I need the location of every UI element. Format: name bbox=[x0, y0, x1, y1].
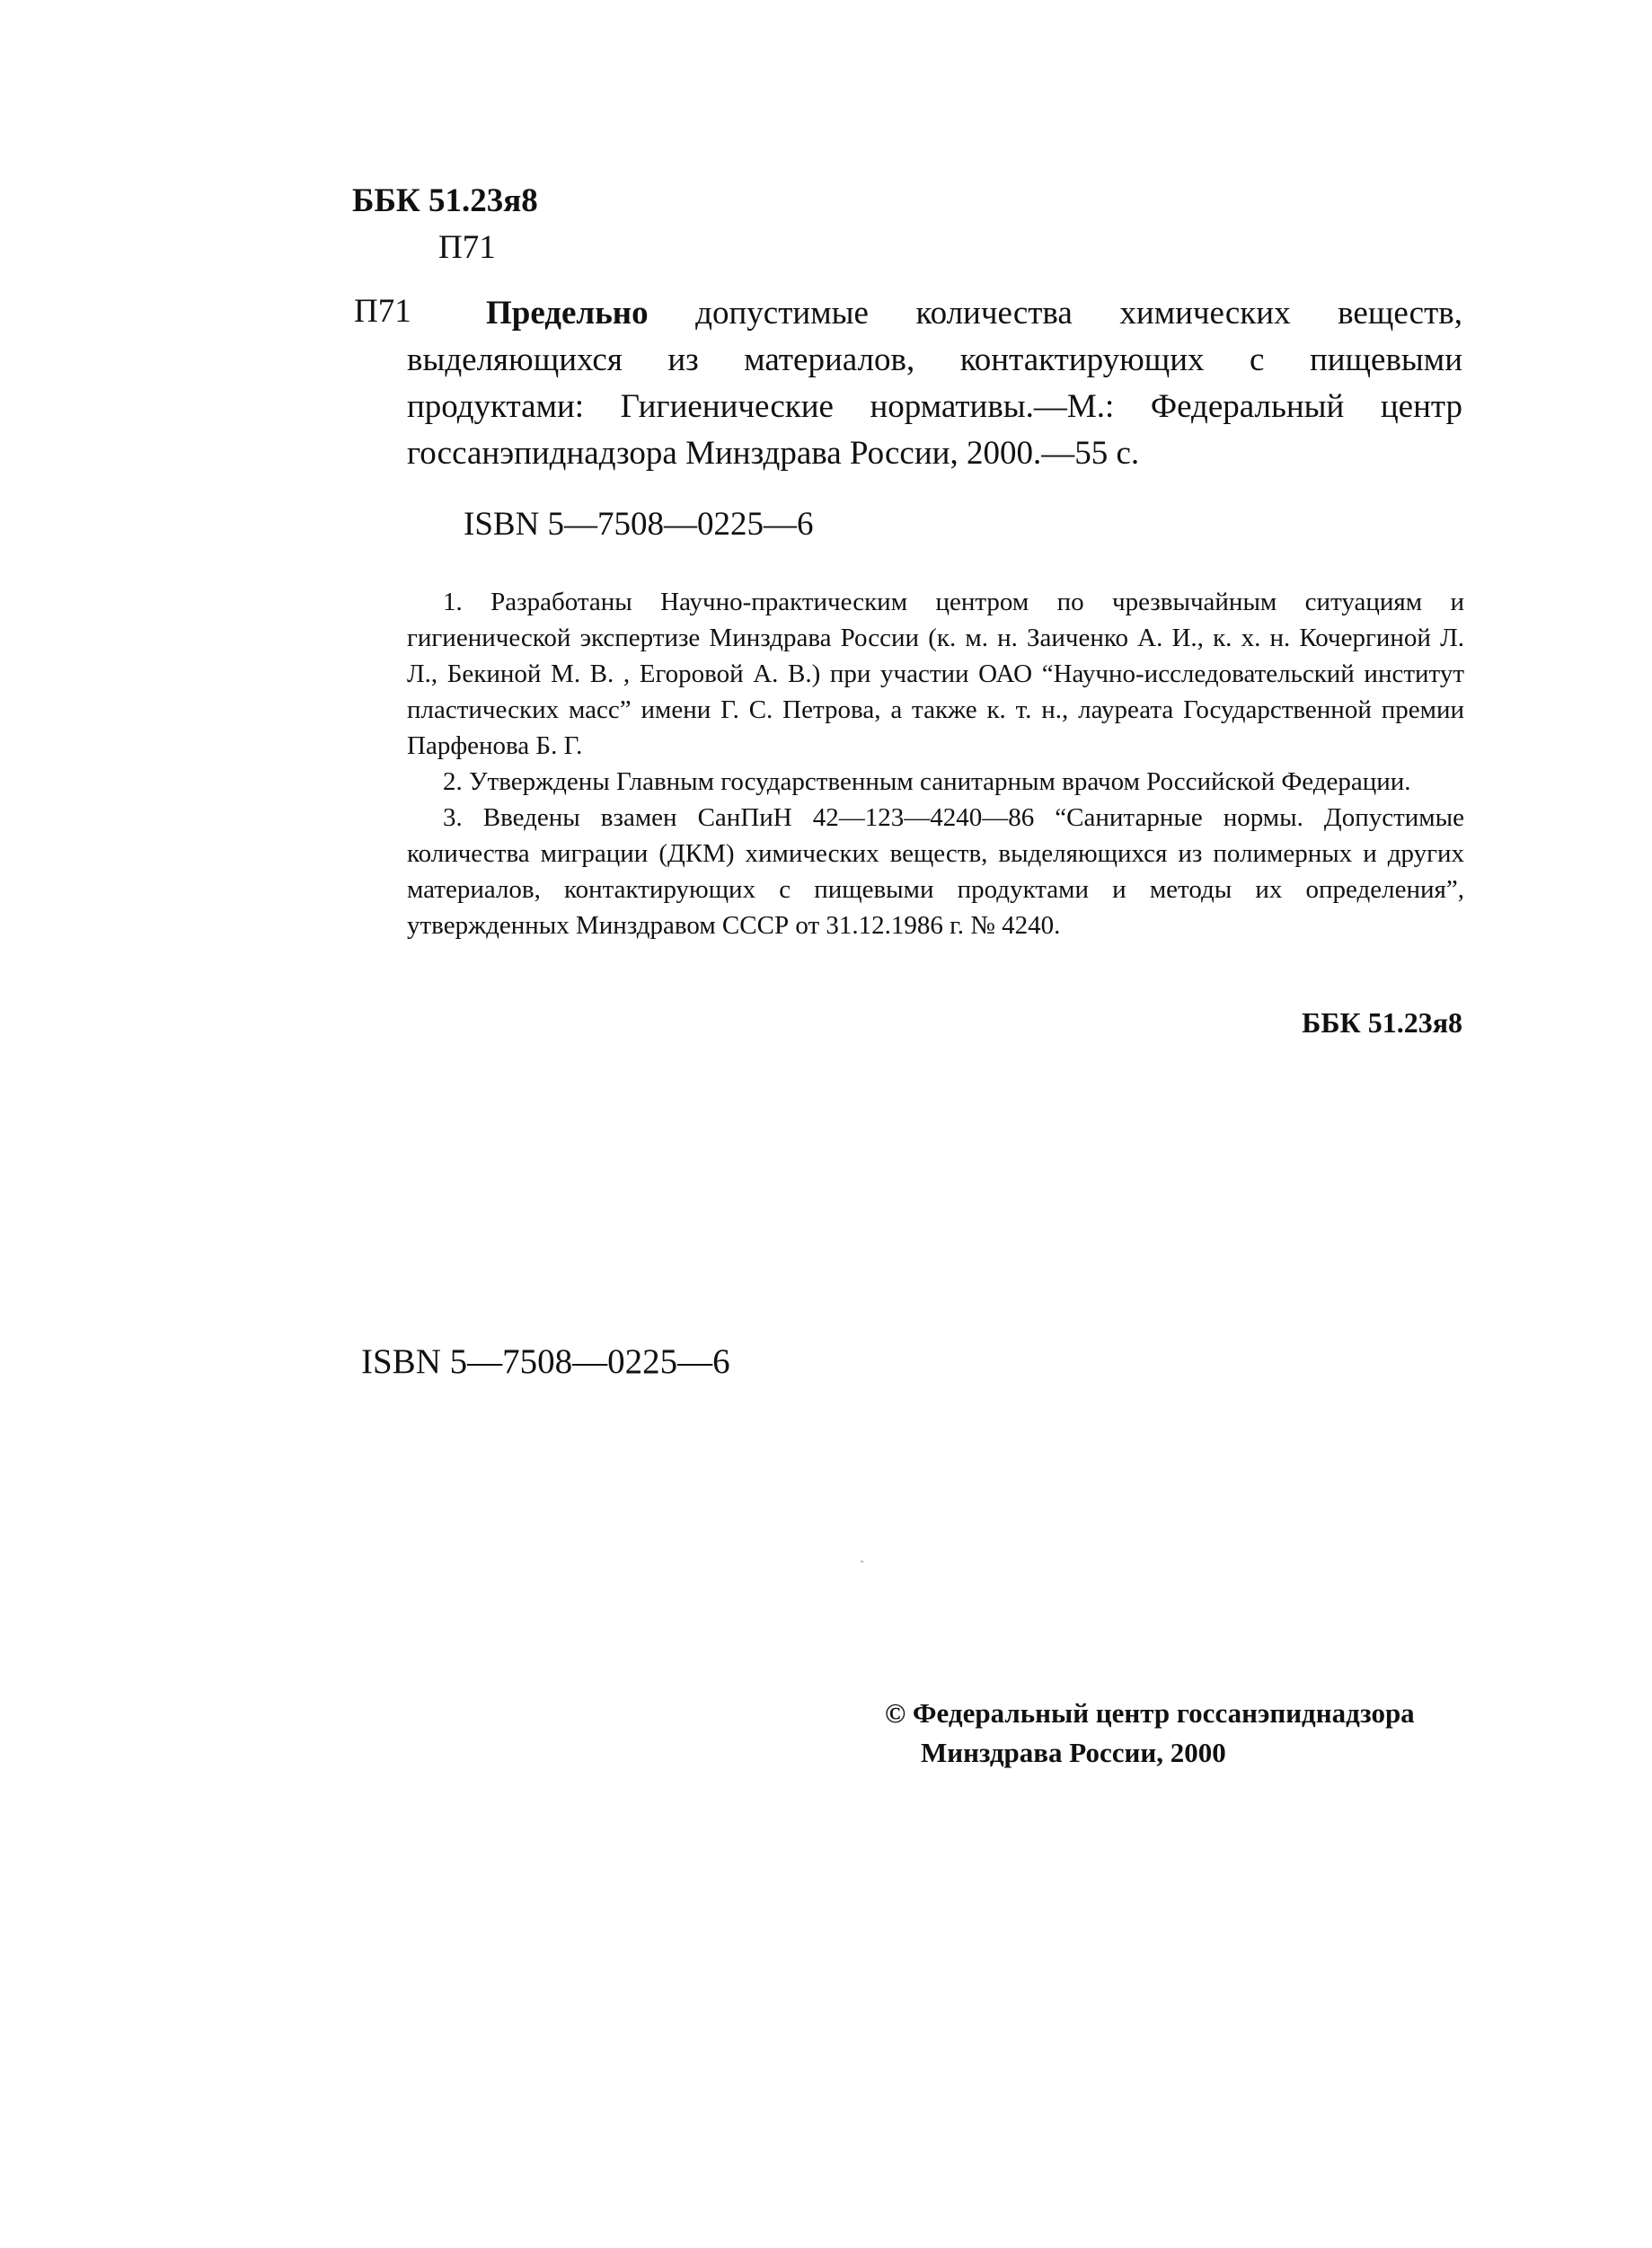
bbk-classification-top: ББК 51.23я8 bbox=[352, 182, 538, 219]
notes-block bbox=[407, 584, 1464, 943]
isbn-main: ISBN 5—7508—0225—6 bbox=[464, 506, 814, 543]
note-approved-by: 2. Утверждены Главным государственным санитарным врачом Российской Федерации. bbox=[443, 767, 1411, 796]
copyright-line-2: Минздрава России, 2000 bbox=[921, 1737, 1226, 1768]
copyright-notice bbox=[885, 1694, 1415, 1773]
copyright-line-1: © Федеральный центр госсанэпиднадзора bbox=[885, 1697, 1415, 1729]
note-replaces: 3. Введены взамен СанПиН 42—123—4240—86 “Санитарные нормы. Допустимые количества миграции (ДКМ) химических веществ, выделяющихся из полимерных и других материалов, контактирующих с пищевыми продуктами и методы их определения”, утвержденных Минздравом СССР от 31.12.1986 г. № 4240. bbox=[407, 803, 1464, 940]
note-developed-by: 1. Разработаны Научно-практическим центром по чрезвычайным ситуациям и гигиенической экспертизе Минздрава России (к. м. н. Заиченко А. И., к. х. н. Кочергиной Л. Л., Бекиной М. В. , Егоровой А. В.) при участии ОАО “Научно-исследовательский институт пластических масс” имени Г. С. Петрова, а также к. т. н., лауреата Государственной премии Парфенова Б. Г. bbox=[407, 588, 1464, 760]
bbk-classification-bottom: ББК 51.23я8 bbox=[1302, 1006, 1462, 1039]
bibliographic-description bbox=[407, 290, 1462, 477]
title-description: допустимые количества химических веществ, выделяющихся из материалов, контактирующих с пищевыми продуктами: Гигиенические нормативы.—М.: Федеральный центр госсанэпиднадзора Минздрава России, 2000.—55 с. bbox=[407, 295, 1462, 472]
title-lead-word: Предельно bbox=[486, 295, 649, 332]
author-sign-top: П71 bbox=[438, 229, 496, 266]
author-sign-entry: П71 bbox=[354, 293, 411, 330]
isbn-bottom: ISBN 5—7508—0225—6 bbox=[361, 1342, 730, 1381]
scan-speck bbox=[861, 1561, 863, 1562]
